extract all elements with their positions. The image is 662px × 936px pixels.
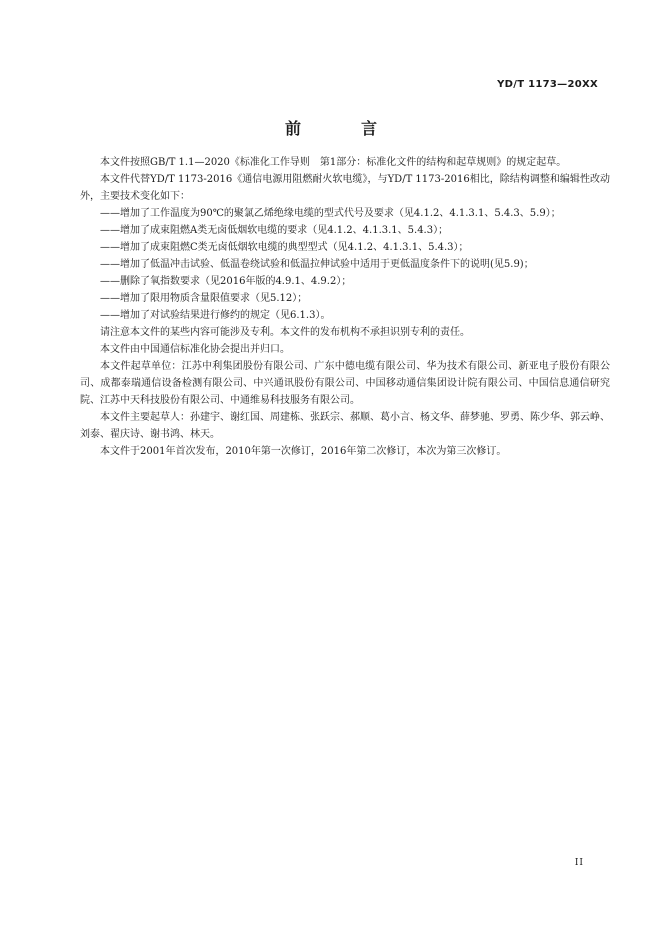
paragraph-replaces: 本文件代替YD/T 1173-2016《通信电源用阻燃耐火软电缆》，与YD/T 1173-2016相比，除结构调整和编辑性改动外，主要技术变化如下： [80,174,610,202]
paragraph-drafting-rule: 本文件按照GB/T 1.1—2020《标准化工作导则 第1部分：标准化文件的结构和起草规则》的规定起草。 [100,157,567,168]
paragraph-patent-notice: 请注意本文件的某些内容可能涉及专利。本文件的发布机构不承担识别专利的责任。 [100,327,470,338]
body-text [80,154,610,460]
paragraph-drafting-units: 本文件起草单位：江苏中利集团股份有限公司、广东中德电缆有限公司、华为技术有限公司、新亚电子股份有限公司、成都泰瑞通信设备检测有限公司、中兴通讯股份有限公司、中国移动通信集团设计院有限公司、中国信息通信研究院、江苏中天科技股份有限公司、中通维易科技服务有限公司。 [80,361,610,406]
change-item: ——删除了氧指数要求（见2016年版的4.9.1、4.9.2）； [100,276,352,287]
change-item: ——增加了限用物质含量限值要求（见5.12）； [100,293,308,304]
change-item: ——增加了对试验结果进行修约的规定（见6.1.3）。 [100,310,331,321]
page-title: 前 言 [284,119,399,138]
change-item: ——增加了工作温度为90℃的聚氯乙烯绝缘电缆的型式代号及要求（见4.1.2、4.1.3.1、5.4.3、5.9）； [100,208,561,219]
document-code: YD/T 1173—20XX [497,79,598,90]
page-number: II [574,858,584,868]
change-item: ——增加了低温冲击试验、低温卷绕试验和低温拉伸试验中适用于更低温度条件下的说明(见5.9)； [100,259,534,270]
change-item: ——增加了成束阻燃A类无卤低烟软电缆的要求（见4.1.2、4.1.3.1、5.4.3）； [100,225,449,236]
paragraph-drafters: 本文件主要起草人：孙建宇、谢红国、周建栋、张跃宗、郝顺、葛小言、杨文华、薛梦驰、罗勇、陈少华、郭云峥、刘泰、翟庆诗、谢书鸿、林天。 [80,412,610,440]
paragraph-proposer: 本文件由中国通信标准化协会提出并归口。 [100,344,290,355]
paragraph-history: 本文件于2001年首次发布，2010年第一次修订，2016年第二次修订，本次为第三次修订。 [100,446,507,457]
change-item: ——增加了成束阻燃C类无卤低烟软电缆的典型型式（见4.1.2、4.1.3.1、5.4.3）； [100,242,469,253]
